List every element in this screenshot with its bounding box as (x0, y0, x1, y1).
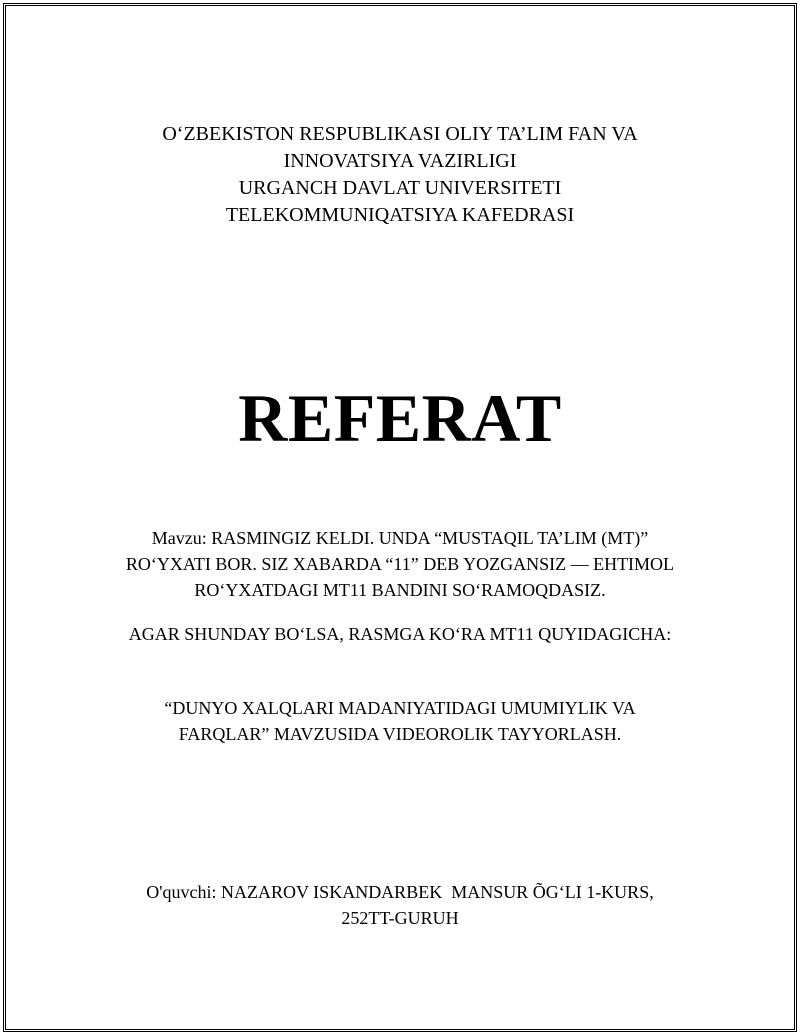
header-line-university: URGANCH DAVLAT UNIVERSITETI (238, 177, 562, 199)
topic-note (0, 621, 800, 647)
topic-block (0, 525, 800, 603)
topic-quote-line-1: “DUNYO XALQLARI MADANIYATIDAGI UMUMIYLIK VA (164, 698, 636, 718)
topic-quote-line-2: FARQLAR” MAVZUSIDA VIDEOROLIK TAYYORLASH. (178, 724, 622, 744)
header-line-department: TELEKOMMUNIQATSIYA KAFEDRASI (225, 204, 575, 226)
topic-line-3: RO‘YXATDAGI MT11 BANDINI SO‘RAMOQDASIZ. (194, 580, 606, 600)
institution-header (0, 121, 800, 229)
document-title: REFERAT (238, 380, 562, 456)
student-info (0, 879, 800, 931)
topic-note-line: AGAR SHUNDAY BO‘LSA, RASMGA KO‘RA MT11 QUYIDAGICHA: (128, 624, 672, 644)
header-line-ministry-1: O‘ZBEKISTON RESPUBLIKASI OLIY TA’LIM FAN VA (162, 123, 638, 145)
topic-quote (0, 695, 800, 747)
topic-line-2: RO‘YXATI BOR. SIZ XABARDA “11” DEB YOZGANSIZ — EHTIMOL (125, 554, 675, 574)
student-line-group: 252TT-GURUH (341, 908, 459, 928)
header-line-ministry-2: INNOVATSIYA VAZIRLIGI (283, 150, 517, 172)
student-line-name: O'quvchi: NAZAROV ISKANDARBEK MANSUR ÕG‘LI 1-KURS, (146, 882, 654, 902)
topic-line-1: Mavzu: RASMINGIZ KELDI. UNDA “MUSTAQIL TA’LIM (MT)” (151, 528, 649, 548)
